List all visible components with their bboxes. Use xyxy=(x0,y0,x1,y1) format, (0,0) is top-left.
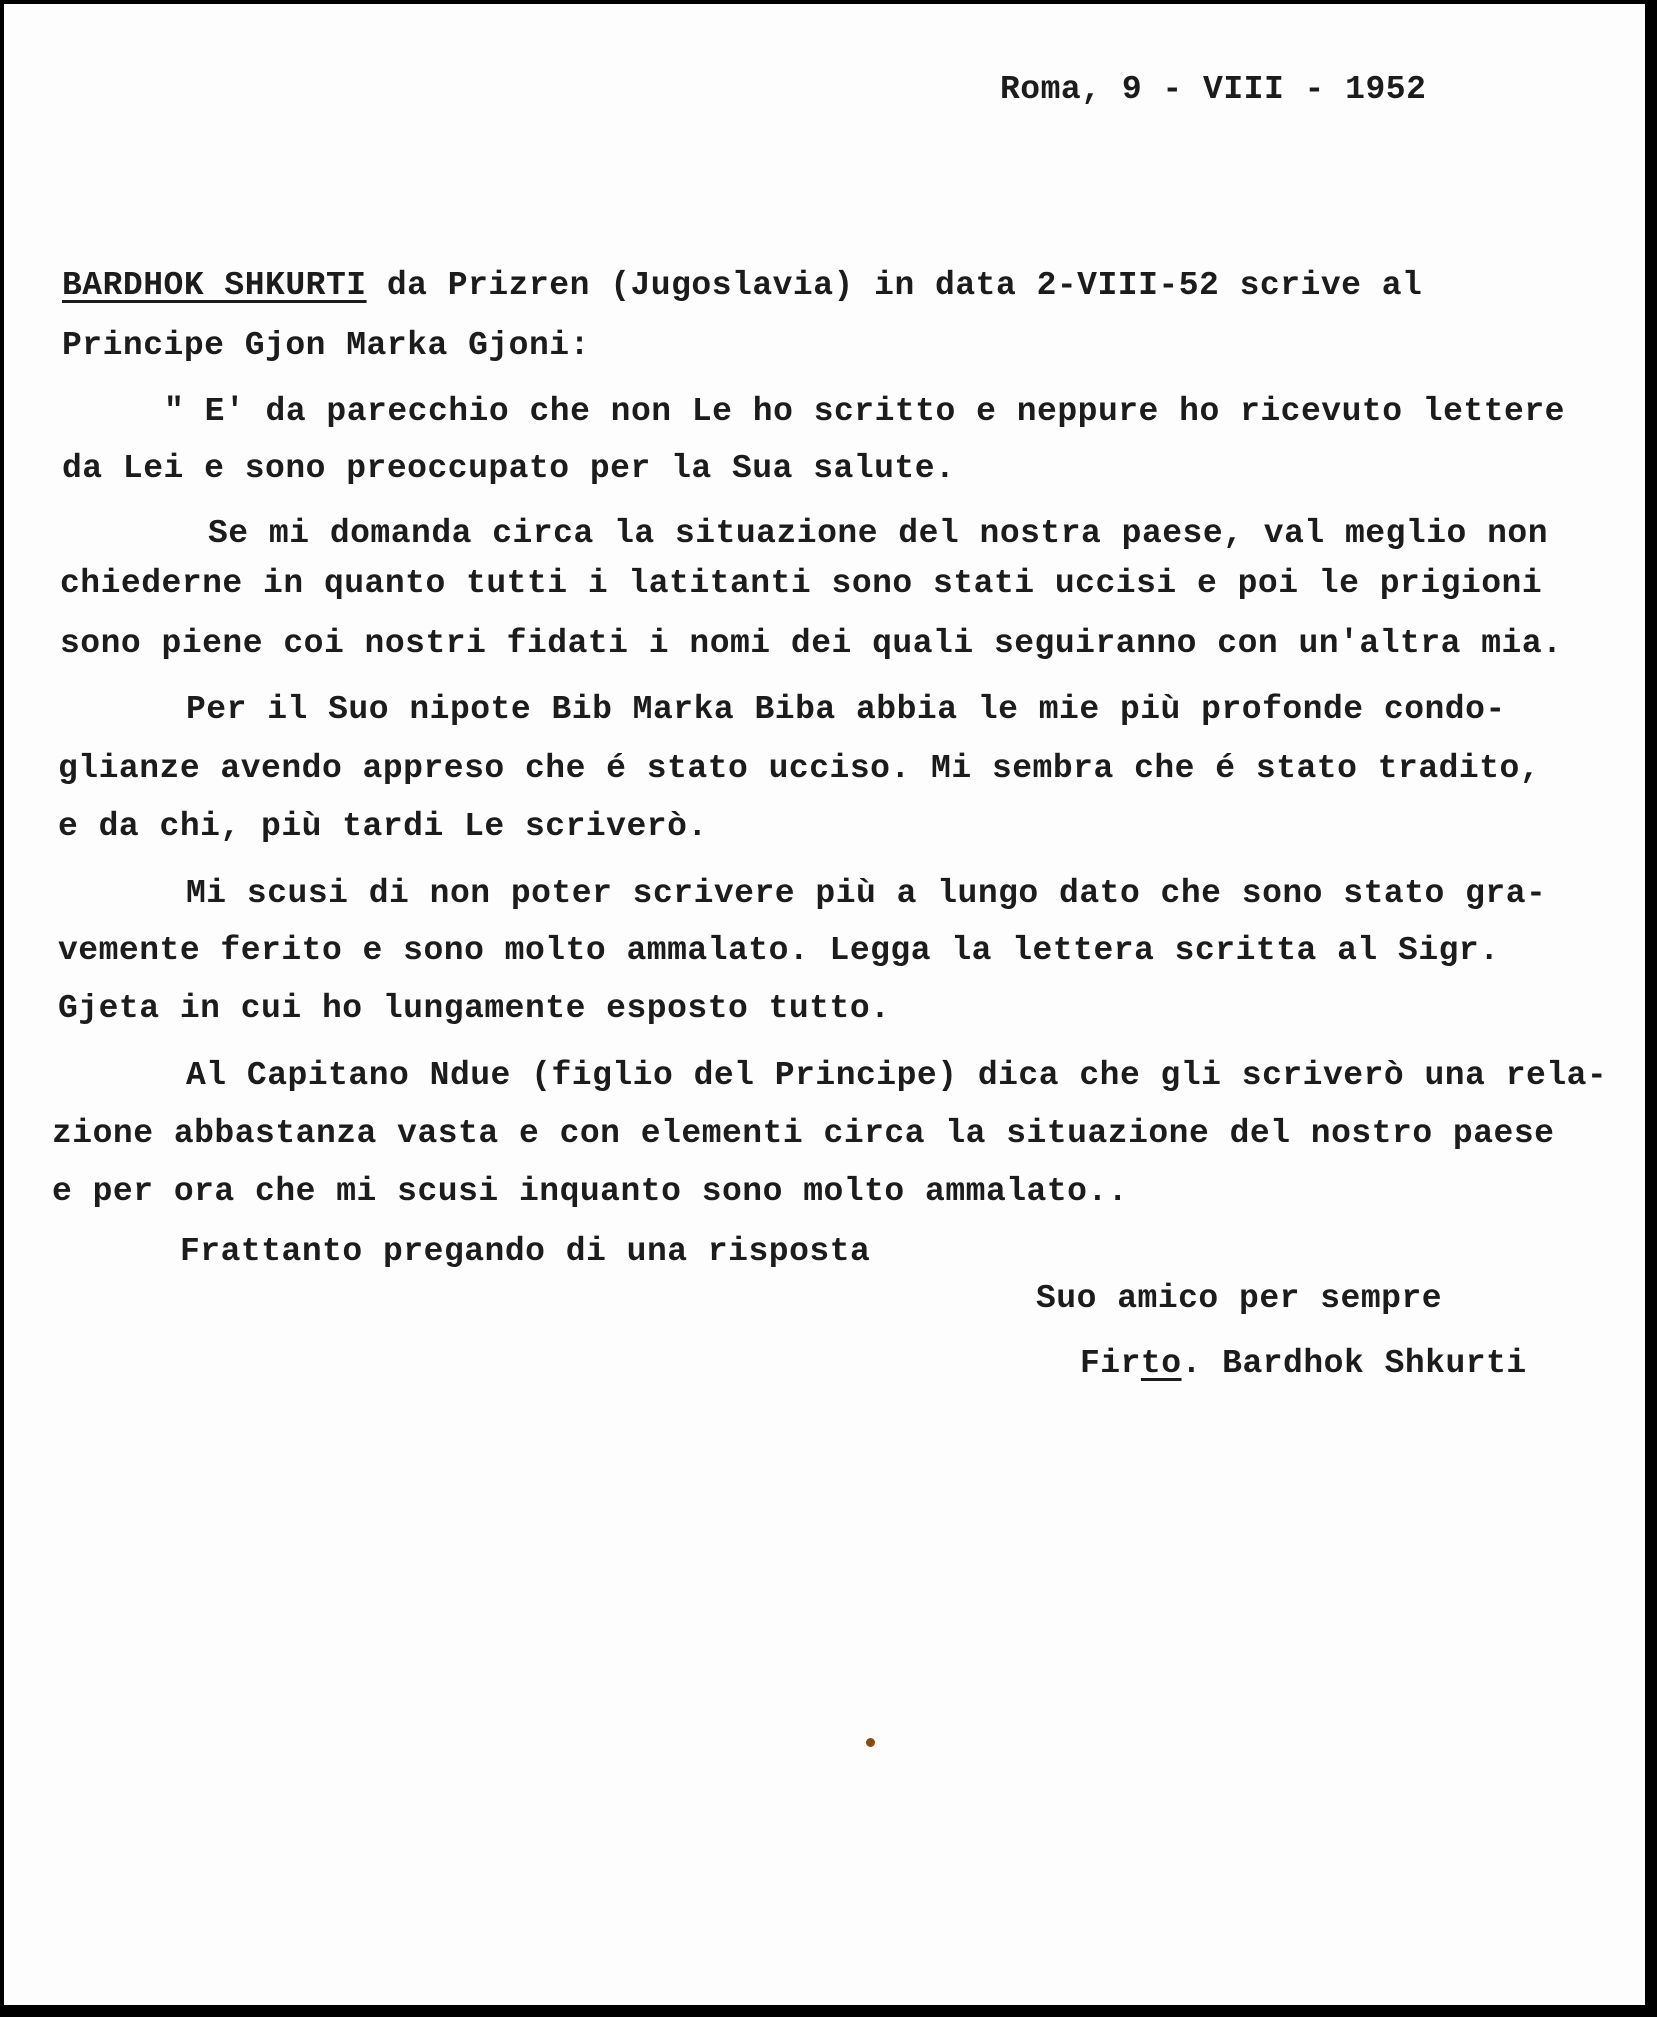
date-line: Roma, 9 - VIII - 1952 xyxy=(1000,71,1427,108)
signature-name: . Bardhok Shkurti xyxy=(1181,1345,1527,1382)
signature xyxy=(1080,1344,1527,1384)
intro-line-2: Principe Gjon Marka Gjoni: xyxy=(62,327,590,364)
body-line: glianze avendo appreso che é stato ucciso. Mi sembra che é stato tradito, xyxy=(58,750,1541,787)
body-line: Se mi domanda circa la situazione del nostra paese, val meglio non xyxy=(208,515,1549,552)
ink-spot xyxy=(866,1738,875,1747)
sender-name: BARDHOK SHKURTI xyxy=(62,267,367,304)
body-line: da Lei e sono preoccupato per la Sua salute. xyxy=(62,450,956,487)
letter-page xyxy=(4,4,1645,2005)
body-line: Gjeta in cui ho lungamente esposto tutto. xyxy=(58,990,891,1027)
signature-prefix: Fir xyxy=(1080,1345,1141,1382)
body-line: chiederne in quanto tutti i latitanti sono stati uccisi e poi le prigioni xyxy=(60,565,1543,602)
body-line: zione abbastanza vasta e con elementi circa la situazione del nostro paese xyxy=(52,1115,1555,1152)
signature-abbrev: to xyxy=(1140,1345,1182,1382)
body-line: e da chi, più tardi Le scriverò. xyxy=(58,808,708,845)
body-line: Per il Suo nipote Bib Marka Biba abbia le mie più profonde condo- xyxy=(186,691,1506,728)
body-line: sono piene coi nostri fidati i nomi dei quali seguiranno con un'altra mia. xyxy=(60,625,1563,662)
closing-salutation: Suo amico per sempre xyxy=(1036,1280,1443,1317)
body-line: Al Capitano Ndue (figlio del Principe) dica che gli scriverò una rela- xyxy=(186,1057,1608,1094)
body-line: " E' da parecchio che non Le ho scritto e neppure ho ricevuto lettere xyxy=(164,393,1565,430)
intro-line-1 xyxy=(62,266,1422,306)
intro-line-1-rest: da Prizren (Jugoslavia) in data 2-VIII-52 scrive al xyxy=(366,267,1423,304)
body-line: vemente ferito e sono molto ammalato. Legga la lettera scritta al Sigr. xyxy=(58,932,1500,969)
body-line: Mi scusi di non poter scrivere più a lungo dato che sono stato gra- xyxy=(186,875,1547,912)
body-line: e per ora che mi scusi inquanto sono molto ammalato.. xyxy=(52,1173,1129,1210)
body-line: Frattanto pregando di una risposta xyxy=(180,1233,871,1270)
